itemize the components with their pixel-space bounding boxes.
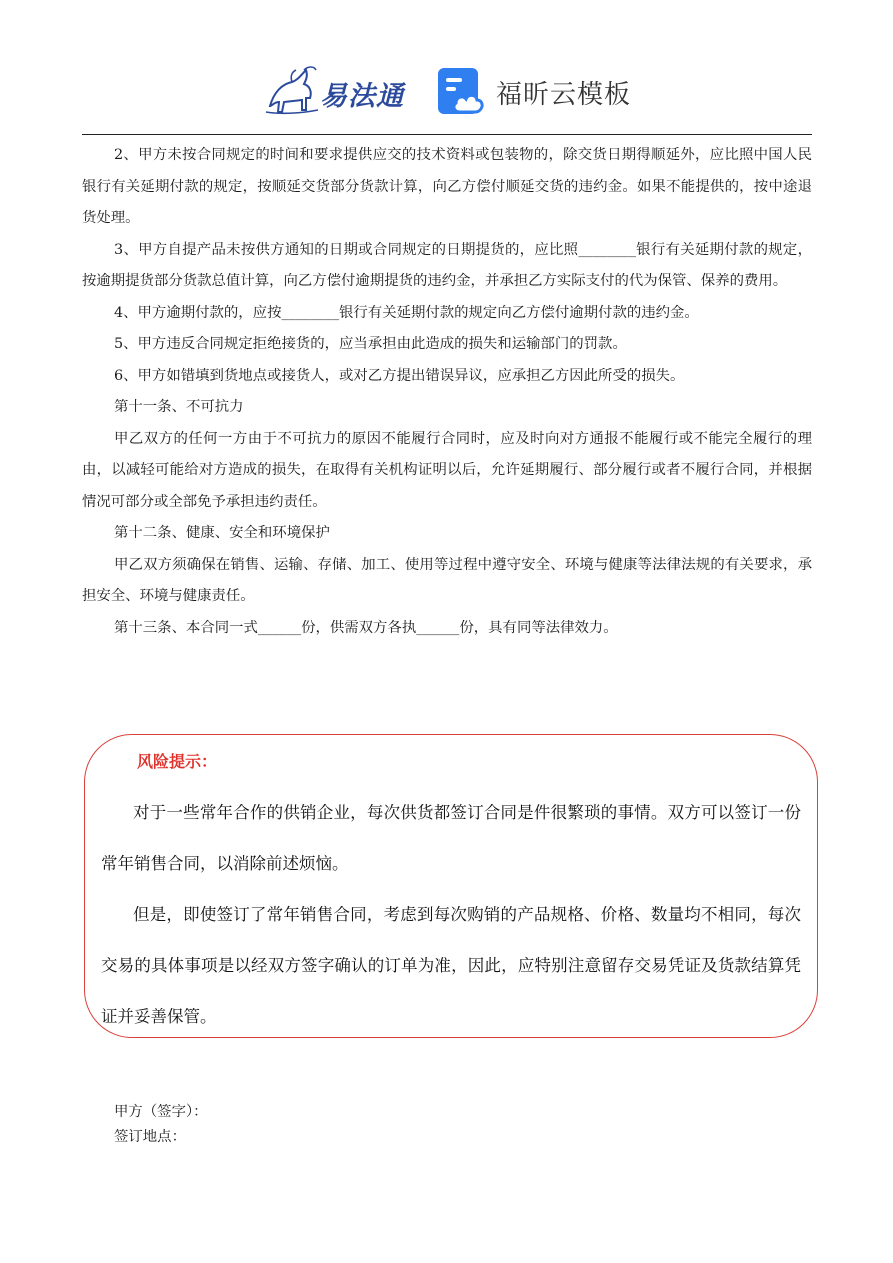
contract-body (82, 140, 812, 644)
yifatong-logo (262, 62, 412, 118)
article-11-heading: 第十一条、不可抗力 (114, 399, 244, 415)
article-13-text: 第十三条、本合同一式______份，供需双方各执______份，具有同等法律效力。 (114, 619, 618, 636)
clause-item-5: 5、甲方违反合同规定拒绝接货的，应当承担由此造成的损失和运输部门的罚款。 (114, 336, 627, 352)
risk-notice-paragraph: 对于一些常年合作的供销企业，每次供货都签订合同是件很繁琐的事情。双方可以签订一份常年销售合同，以消除前述烦恼。 (101, 803, 801, 873)
page-header (0, 0, 893, 136)
yifatong-logo-text: 易法通 (320, 81, 404, 112)
clause-item-2: 2、甲方未按合同规定的时间和要求提供应交的技术资料或包装物的，除交货日期得顺延外，应比照中国人民银行有关延期付款的规定，按顺延交货部分货款计算，向乙方偿付顺延交货的违约金。如果不能提供的，按中途退货处理。 (82, 147, 812, 226)
risk-notice-body (101, 787, 801, 1042)
foxit-template-logo (436, 66, 646, 118)
article-12-heading: 第十二条、健康、安全和环境保护 (114, 525, 330, 541)
article-12-text: 甲乙双方须确保在销售、运输、存储、加工、使用等过程中遵守安全、环境与健康等法律法规的有关要求，承担安全、环境与健康责任。 (82, 556, 812, 604)
risk-notice-title: 风险提示： (137, 752, 218, 771)
risk-notice-paragraph: 但是，即使签订了常年销售合同，考虑到每次购销的产品规格、价格、数量均不相同，每次交易的具体事项是以经双方签字确认的订单为准，因此，应特别注意留存交易凭证及货款结算凭证并妥善保管。 (101, 905, 801, 1026)
qilin-icon (262, 62, 322, 118)
article-11-text: 甲乙双方的任何一方由于不可抗力的原因不能履行合同时，应及时向对方通报不能履行或不能完全履行的理由，以减轻可能给对方造成的损失，在取得有关机构证明以后，允许延期履行、部分履行或者不履行合同，并根据情况可部分或全部免予承担违约责任。 (82, 430, 812, 510)
clause-item-3: 3、甲方自提产品未按供方通知的日期或合同规定的日期提货的，应比照________银行有关延期付款的规定，按逾期提货部分货款总值计算，向乙方偿付逾期提货的违约金，并承担乙方实际支付的代为保管、保养的费用。 (82, 241, 812, 289)
risk-notice-box (84, 734, 818, 1038)
cloud-document-icon (436, 66, 488, 118)
foxit-template-logo-text: 福昕云模板 (496, 80, 632, 110)
header-divider (82, 134, 812, 135)
signing-place-label: 签订地点： (114, 1129, 186, 1145)
clause-item-6: 6、甲方如错填到货地点或接货人，或对乙方提出错误异议，应承担乙方因此所受的损失。 (114, 367, 685, 384)
clause-item-4: 4、甲方逾期付款的，应按________银行有关延期付款的规定向乙方偿付逾期付款的违约金。 (114, 304, 699, 321)
party-a-signature-label: 甲方（签字）： (114, 1104, 208, 1120)
signature-block (114, 1100, 208, 1150)
